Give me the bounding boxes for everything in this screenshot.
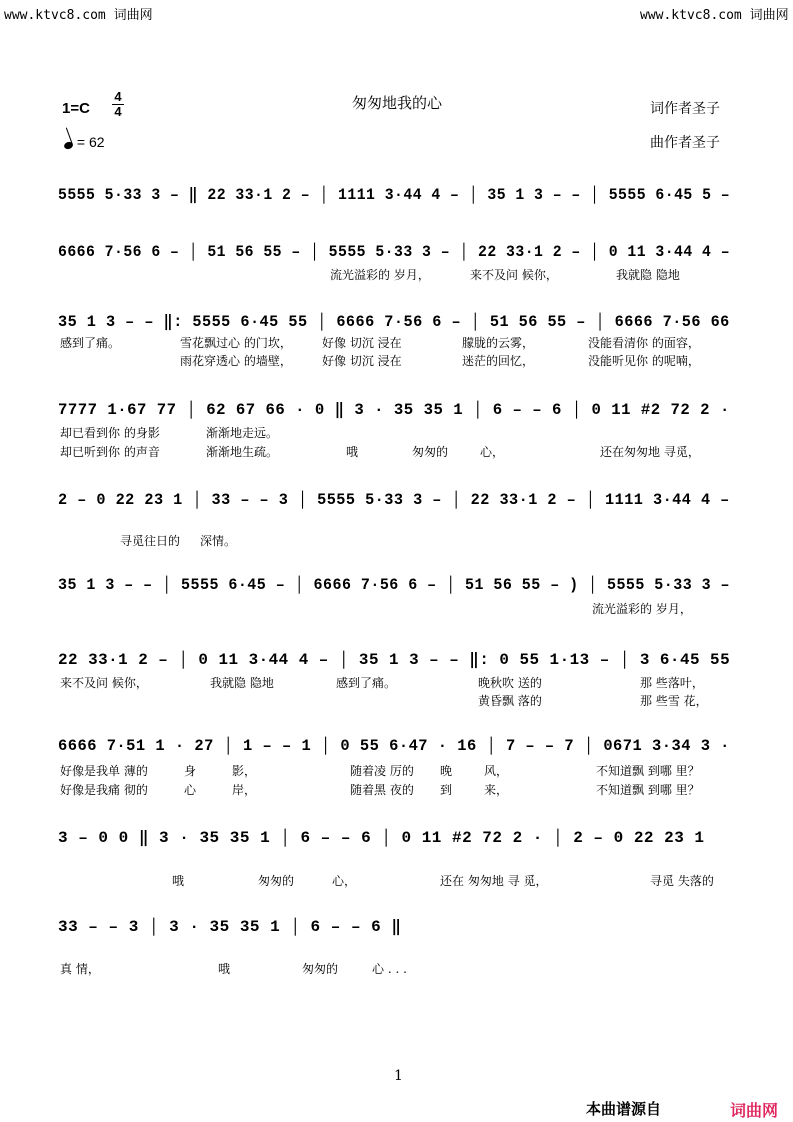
song-title: 匆匆地我的心: [352, 94, 443, 112]
lyric: 我就隐 隐地: [210, 676, 274, 690]
lyric: 那 些雪 花，: [640, 694, 708, 708]
staff-line-1: [58, 178, 730, 218]
notes: 2 – 0 22 23 1 │ 33 – – 3 │ 5555 5·33 3 – │ 22 33·1 2 – │ 1111 3·44 4 –: [58, 491, 730, 509]
lyric: 朦胧的云雾，: [462, 336, 535, 350]
lyric: 雪花飘过心 的门坎，: [180, 336, 292, 350]
lyric: 流光溢彩的 岁月，: [330, 268, 430, 282]
quarter-note-icon: [63, 141, 74, 151]
lyric: 真 情，: [60, 962, 100, 976]
notes: 35 1 3 – – │ 5555 6·45 – │ 6666 7·56 6 – │ 51 56 55 – ) │ 5555 5·33 3 –: [58, 576, 731, 594]
lyric: 哦: [218, 962, 231, 976]
lyric: 岸，: [232, 783, 257, 797]
header-url-right[interactable]: www.ktvc8.com 词曲网: [640, 8, 789, 23]
lyric: 哦: [172, 874, 185, 888]
notes: 3 – 0 0 ‖ 3 · 35 35 1 │ 6 – – 6 │ 0 11 #2 72 2 · │ 2 – 0 22 23 1: [58, 829, 705, 847]
lyric: 流光溢彩的 岁月，: [592, 602, 692, 616]
notes: 22 33·1 2 – │ 0 11 3·44 4 – │ 35 1 3 – – ‖: 0 55 1·13 – │ 3 6·45 55: [58, 651, 731, 669]
time-signature: [112, 90, 124, 119]
lyric: 好像 切沉 浸在: [322, 354, 402, 368]
lyric: 好像 切沉 浸在: [322, 336, 402, 350]
lyric: 随着凌 厉的: [350, 764, 414, 778]
lyric: 来不及问 候你，: [60, 676, 148, 690]
lyric: 匆匆的: [412, 445, 449, 459]
tempo: [64, 134, 105, 150]
lyric: 不知道飘 到哪 里？: [596, 783, 700, 797]
lyric: 好像是我痛 彻的: [60, 783, 148, 797]
lyric: 深情。: [200, 534, 237, 548]
lyricist: 词作者圣子: [650, 101, 720, 117]
lyric: 身: [184, 764, 197, 778]
time-bottom: 4: [114, 104, 122, 119]
notes: 33 – – 3 │ 3 · 35 35 1 │ 6 – – 6 ‖: [58, 918, 402, 936]
lyric: 雨花穿透心 的墙壁，: [180, 354, 292, 368]
notes: 6666 7·51 1 · 27 │ 1 – – 1 │ 0 55 6·47 · 16 │ 7 – – 7 │ 0671 3·34 3 ·: [58, 737, 730, 755]
lyric: 晚: [440, 764, 453, 778]
time-top: 4: [114, 89, 122, 104]
lyric: 感到了痛。: [336, 676, 397, 690]
lyric: 却已听到你 的声音: [60, 445, 160, 459]
lyric: 随着黑 夜的: [350, 783, 414, 797]
lyric: 匆匆的: [258, 874, 295, 888]
lyric: 感到了痛。: [60, 336, 121, 350]
lyric: 不知道飘 到哪 里？: [596, 764, 700, 778]
tempo-value: = 62: [76, 134, 105, 150]
header-url-left[interactable]: www.ktvc8.com 词曲网: [4, 8, 153, 23]
lyric: 渐渐地走远。: [206, 426, 279, 440]
lyric: 影，: [232, 764, 257, 778]
lyric: 寻觅 失落的: [650, 874, 714, 888]
key-signature: 1=C: [62, 100, 90, 117]
source-logo[interactable]: 词曲网: [730, 1101, 779, 1120]
lyric: 心 . . .: [372, 962, 407, 976]
lyric: 没能看清你 的面容，: [588, 336, 700, 350]
lyric: 哦: [346, 445, 359, 459]
staff-line-10: [58, 910, 730, 950]
lyric: 来不及问 候你，: [470, 268, 558, 282]
composer: 曲作者圣子: [650, 135, 720, 151]
lyric: 还在 匆匆地 寻 觅，: [440, 874, 548, 888]
lyric: 匆匆的: [302, 962, 339, 976]
lyric: 晚秋吹 送的: [478, 676, 542, 690]
lyric: 那 些落叶，: [640, 676, 704, 690]
source-label: 本曲谱源自: [586, 1100, 662, 1118]
notes: 7777 1·67 77 │ 62 67 66 · 0 ‖ 3 · 35 35 1 │ 6 – – 6 │ 0 11 #2 72 2 ·: [58, 401, 730, 419]
lyric: 迷茫的回忆，: [462, 354, 535, 368]
notes: 35 1 3 – – ‖: 5555 6·45 55 │ 6666 7·56 6 – │ 51 56 55 – │ 6666 7·56 66: [58, 313, 730, 331]
lyric: 好像是我单 薄的: [60, 764, 148, 778]
lyric: 心: [184, 783, 197, 797]
lyric: 我就隐 隐地: [616, 268, 680, 282]
lyric: 来，: [484, 783, 509, 797]
notes: 6666 7·56 6 – │ 51 56 55 – │ 5555 5·33 3 – │ 22 33·1 2 – │ 0 11 3·44 4 –: [58, 243, 731, 261]
lyric: 心，: [332, 874, 357, 888]
lyric: 还在匆匆地 寻觅，: [600, 445, 700, 459]
lyric: 寻觅往日的: [120, 534, 181, 548]
lyric: 到: [440, 783, 453, 797]
lyric: 黄昏飘 落的: [478, 694, 542, 708]
notes: 5555 5·33 3 – ‖ 22 33·1 2 – │ 1111 3·44 4 – │ 35 1 3 – – │ 5555 6·45 5 –: [58, 186, 731, 204]
staff-line-9: [58, 821, 730, 861]
page-number: 1: [394, 1068, 403, 1084]
lyric: 没能听见你 的呢喃，: [588, 354, 700, 368]
staff-line-5: [58, 485, 730, 525]
lyric: 渐渐地生疏。: [206, 445, 279, 459]
lyric: 心，: [480, 445, 505, 459]
lyric: 却已看到你 的身影: [60, 426, 160, 440]
lyric: 风，: [484, 764, 509, 778]
